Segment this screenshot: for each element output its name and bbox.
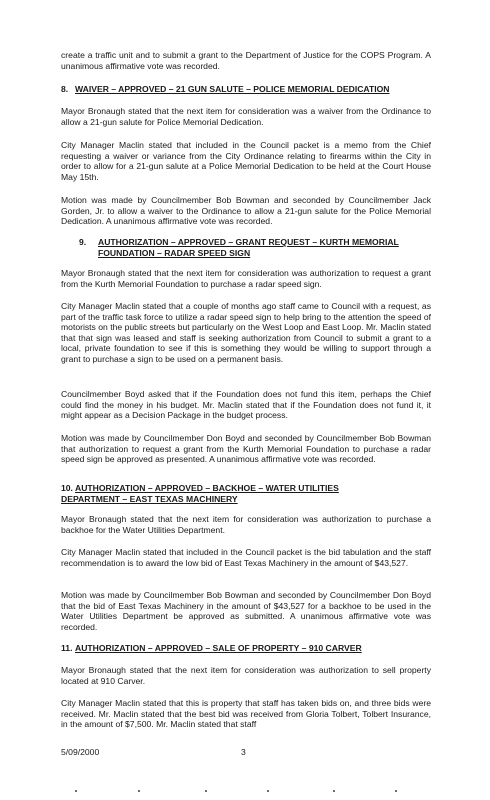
item-8-heading	[61, 84, 431, 95]
item-9-paragraph-3: Councilmember Boyd asked that if the Foundation does not fund this item, perhaps the Chief could find the money in his budget. Mr. Maclin stated that if the Foundation does not fund it, it might appear as a Decision Package in the budget process.	[61, 389, 431, 421]
item-10-heading	[61, 483, 431, 504]
scan-speck	[267, 790, 269, 792]
item-11-paragraph-2: City Manager Maclin stated that this is property that staff has taken bids on, and three bids were received. Mr. Maclin stated that the best bid was received from Gloria Tolbert, Tolbert Insurance, in the amount of $7,500. Mr. Maclin stated that staff	[61, 698, 431, 730]
item-9-title-line-2: FOUNDATION – RADAR SPEED SIGN	[98, 247, 251, 258]
item-9-number: 9.	[79, 237, 87, 247]
intro-paragraph: create a traffic unit and to submit a grant to the Department of Justice for the COPS Program. A unanimous affirmative vote was recorded.	[61, 50, 431, 71]
footer-date: 5/09/2000	[61, 747, 100, 757]
item-11-number: 11.	[61, 643, 73, 653]
scan-speck	[75, 790, 77, 792]
item-10-number: 10.	[61, 483, 73, 493]
item-10-paragraph-2: City Manager Maclin stated that included in the Council packet is the bid tabulation and the staff recommendation is to award the low bid of East Texas Machinery in the amount of $43,527.	[61, 547, 431, 568]
item-9-paragraph-2: City Manager Maclin stated that a couple of months ago staff came to Council with a request, as part of the traffic task force to utilize a radar speed sign to help bring to the attention the speed of motorists on the public streets but particularly on the West Loop and East Loop. Mr. Maclin stated that that sign was leased and staff is seeking authorization from Council to submit a grant to a local, private foundation to see if this is something they would be willing to support through a grant to purchase a sign to be used on a permanent basis.	[61, 301, 431, 364]
item-10-paragraph-1: Mayor Bronaugh stated that the next item for consideration was authorization to purchase a backhoe for the Water Utilities Department.	[61, 514, 431, 535]
item-11-title: AUTHORIZATION – APPROVED – SALE OF PROPERTY – 910 CARVER	[75, 643, 362, 653]
item-8-title: WAIVER – APPROVED – 21 GUN SALUTE – POLICE MEMORIAL DEDICATION	[75, 84, 390, 94]
item-8-paragraph-3: Motion was made by Councilmember Bob Bowman and seconded by Councilmember Jack Gorden, Jr. to allow a waiver to the Ordinance to allow a 21-gun salute for the Police Memorial Dedication. A unanimous affirmative vote was recorded.	[61, 195, 431, 227]
item-9-heading	[79, 237, 431, 258]
item-8-number: 8.	[61, 84, 69, 94]
item-9-paragraph-4: Motion was made by Councilmember Don Boyd and seconded by Councilmember Bob Bowman that authorization to request a grant from the Kurth Memorial Foundation to purchase a radar speed sign be approved as presented. A unanimous affirmative vote was recorded.	[61, 433, 431, 465]
item-11-paragraph-1: Mayor Bronaugh stated that the next item for consideration was authorization to sell property located at 910 Carver.	[61, 665, 431, 686]
scan-speck	[205, 790, 207, 792]
item-10-paragraph-3: Motion was made by Councilmember Bob Bowman and seconded by Councilmember Don Boyd that the bid of East Texas Machinery in the amount of $43,527 for a backhoe to be used in the Water Utilities Department be approved as submitted. A unanimous affirmative vote was recorded.	[61, 590, 431, 632]
page-footer	[61, 747, 431, 759]
item-10-title-line-1: AUTHORIZATION – APPROVED – BACKHOE – WATER UTILITIES	[75, 483, 339, 493]
scan-speck	[395, 790, 397, 792]
item-8-paragraph-2: City Manager Maclin stated that included in the Council packet is a memo from the Chief requesting a waiver or variance from the City Ordinance relating to firearms within the City in order to allow for a 21-gun salute at a Police Memorial Dedication to be held at the Court House May 15th.	[61, 140, 431, 182]
item-9-paragraph-1: Mayor Bronaugh stated that the next item for consideration was authorization to request a grant from the Kurth Memorial Foundation to purchase a radar speed sign.	[61, 268, 431, 289]
item-11-heading	[61, 643, 431, 654]
scan-specks	[55, 790, 435, 794]
page-number: 3	[241, 747, 246, 757]
item-8-paragraph-1: Mayor Bronaugh stated that the next item for consideration was a waiver from the Ordinance to allow a 21-gun salute for Police Memorial Dedication.	[61, 106, 431, 127]
scan-speck	[333, 790, 335, 792]
scan-speck	[138, 790, 140, 792]
item-10-title-line-2: DEPARTMENT – EAST TEXAS MACHINERY	[61, 493, 238, 504]
item-9-title-line-1: AUTHORIZATION – APPROVED – GRANT REQUEST – KURTH MEMORIAL	[98, 237, 399, 247]
